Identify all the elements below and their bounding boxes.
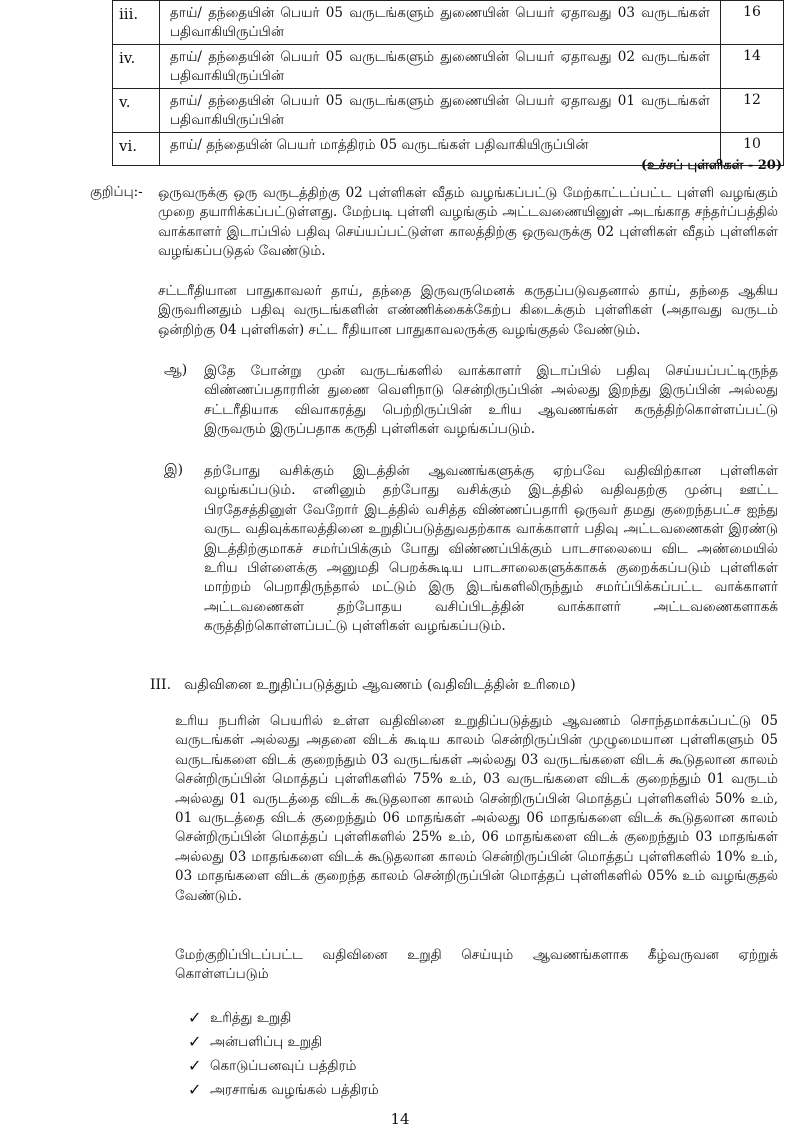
- table-row: [113, 1, 784, 45]
- check-icon: ✓: [188, 1008, 202, 1027]
- list-item: [188, 1078, 379, 1102]
- row-points: 10: [721, 133, 784, 166]
- section-iii-heading: [150, 677, 576, 695]
- table-row: [113, 89, 784, 133]
- points-table: [112, 0, 784, 166]
- document-name: உரித்து உறுதி: [210, 1010, 292, 1026]
- row-points: 12: [721, 89, 784, 133]
- list-item: [188, 1030, 379, 1054]
- check-icon: ✓: [188, 1080, 202, 1099]
- page-number: 14: [390, 1110, 410, 1128]
- note-paragraph-2: சட்டரீதியான பாதுகாவலர் தாய், தந்தை இருவருமெனக் கருதப்படுவதனால் தாய், தந்தை ஆகிய இருவரினதும் பதிவு வருடங்களின் எண்ணிக்கைக்கேற்ப கிடைக்கும் புள்ளிகள் (அதாவது வருடம் ஒன்றிற்கு 04 புள்ளிகள்) சட்ட ரீதியான பாதுகாவலருக்கு வழங்குதல் வேண்டும்.: [158, 283, 778, 338]
- section-i-text: தற்போது வசிக்கும் இடத்தின் ஆவணங்களுக்கு ஏற்பவே வதிவிற்கான புள்ளிகள் வழங்கப்படும். எனினும் தற்போது வசிக்கும் இடத்தில் வதிவதற்கு முன்பு ஊட்ட பிரதேசத்தினுள் வேறோர் இடத்தில் வசித்த விண்ணப்பதாரி ஒருவர் தமது குறைந்தபட்ச ஐந்து வருட வதிவுக்காலத்தினை உறுதிப்படுத்துவதற்காக வாக்காளர் பதிவு அட்டவணைகள் இரண்டு இடத்திற்குமாகச் சமர்ப்பிக்கும் போது விண்ணப்பிக்கும் பாடசாலையை விட அண்மையில் உரிய பிள்ளைக்கு அனுமதி பெறக்கூடிய பாடசாலைகளுக்காகக் குறைக்கப்படும் புள்ளிகள் மாற்றம் பெறாதிருந்தால் மட்டும் இரு இடங்களிலிருந்தும் சமர்ப்பிக்கப்பட்ட வாக்காளர் அட்டவணைகள் தற்போதய வசிப்பிடத்தின் வாக்காளர் அட்டவணைகளாகக் கருத்திற்கொள்ளப்பட்டு புள்ளிகள் வழங்கப்படும்.: [204, 463, 778, 635]
- section-iii-number: III.: [150, 677, 172, 693]
- row-description: தாய்/ தந்தையின் பெயர் 05 வருடங்களும் துணையின் பெயர் ஏதாவது 02 வருடங்கள் பதிவாகியிருப்பின்: [160, 45, 721, 89]
- document-name: கொடுப்பனவுப் பத்திரம்: [210, 1058, 357, 1074]
- section-aa-text: இதே போன்று முன் வருடங்களில் வாக்காளர் இடாப்பில் பதிவு செய்யப்பட்டிருந்த விண்ணப்பதாரரின் துணை வெளிநாடு சென்றிருப்பின் அல்லது இறந்து இருப்பின் அல்லது சட்டரீதியாக விவாகரத்து பெற்றிருப்பின் உரிய ஆவணங்கள் கருத்திற்கொள்ளப்பட்டு இருவரும் இருப்பதாக கருதி புள்ளிகள் வழங்கப்படும்.: [204, 363, 778, 438]
- document-name: அன்பளிப்பு உறுதி: [210, 1034, 323, 1050]
- row-number: iii.: [113, 1, 160, 45]
- row-description: தாய்/ தந்தையின் பெயர் மாத்திரம் 05 வருடங்கள் பதிவாகியிருப்பின்: [160, 133, 721, 166]
- row-number: iv.: [113, 45, 160, 89]
- document-name: அரசாங்க வழங்கல் பத்திரம்: [210, 1082, 379, 1098]
- section-iii-paragraph-2: மேற்குறிப்பிடப்பட்ட வதிவினை உறுதி செய்யும் ஆவணங்களாக கீழ்வருவன ஏற்றுக் கொள்ளப்படும்: [175, 947, 778, 983]
- row-description: தாய்/ தந்தையின் பெயர் 05 வருடங்களும் துணையின் பெயர் ஏதாவது 01 வருடங்கள் பதிவாகியிருப்பின்: [160, 89, 721, 133]
- accepted-documents-list: [188, 1006, 379, 1102]
- list-item: [188, 1054, 379, 1078]
- list-item: [188, 1006, 379, 1030]
- table-row: [113, 45, 784, 89]
- check-icon: ✓: [188, 1032, 202, 1051]
- check-icon: ✓: [188, 1056, 202, 1075]
- section-i-marker: இ): [164, 462, 184, 478]
- row-description: தாய்/ தந்தையின் பெயர் 05 வருடங்களும் துணையின் பெயர் ஏதாவது 03 வருடங்கள் பதிவாகியிருப்பின்: [160, 1, 721, 45]
- row-number: vi.: [113, 133, 160, 166]
- row-points: 16: [721, 1, 784, 45]
- section-iii-title: வதிவினை உறுதிப்படுத்தும் ஆவணம் (வதிவிடத்தின் உரிமை): [184, 677, 576, 693]
- row-number: v.: [113, 89, 160, 133]
- note-paragraph-1: ஒருவருக்கு ஒரு வருடத்திற்கு 02 புள்ளிகள் வீதம் வழங்கப்பட்டு மேற்காட்டப்பட்ட புள்ளி வழங்கும் முறை தயாரிக்கப்பட்டுள்ளது. மேற்படி புள்ளி வழங்கும் அட்டவணையினுள் அடங்காத சந்தர்ப்பத்தில் வாக்காளர் இடாப்பில் பதிவு செய்யப்பட்டுள்ள காலத்திற்கு ஒருவருக்கு 02 புள்ளிகள் வீதம் புள்ளிகள் வழங்கப்படுதல் வேண்டும்.: [158, 185, 778, 260]
- section-iii-paragraph-1: உரிய நபரின் பெயரில் உள்ள வதிவினை உறுதிப்படுத்தும் ஆவணம் சொந்தமாக்கப்பட்டு 05 வருடங்கள் அல்லது அதனை விடக் கூடிய காலம் சென்றிருப்பின் முழுமையான புள்ளிகளும் 05 வருடங்களை விடக் குறைந்தும் 03 வருடங்கள் அல்லது 03 வருடங்களை விடக் கூடுதலான காலம் சென்றிருப்பின் மொத்தப் புள்ளிகளில் 75% உம், 03 வருடங்களை விடக் குறைந்தும் 01 வருடம் அல்லது 01 வருடத்தை விடக் கூடுதலான காலம் சென்றிருப்பின் மொத்தப் புள்ளிகளில் 50% உம், 01 வருடத்தை விடக் குறைந்தும் 06 மாதங்கள் அல்லது 06 மாதங்களை விடக் கூடுதலான காலம் சென்றிருப்பின் மொத்தப் புள்ளிகளில் 25% உம், 06 மாதங்களை விடக் குறைந்தும் 03 மாதங்கள் அல்லது 03 மாதங்களை விடக் கூடுதலான காலம் சென்றிருப்பின் மொத்தப் புள்ளிகளில் 10% உம், 03 மாதங்களை விடக் குறைந்த காலம் சென்றிருப்பின் மொத்தப் புள்ளிகளில் 05% உம் வழங்குதல் வேண்டும்.: [175, 713, 778, 904]
- note-label: குறிப்பு:-: [90, 184, 143, 200]
- section-aa-marker: ஆ): [164, 362, 188, 378]
- row-points: 14: [721, 45, 784, 89]
- max-points-label: (உச்சப் புள்ளிகள் - 20): [640, 158, 782, 173]
